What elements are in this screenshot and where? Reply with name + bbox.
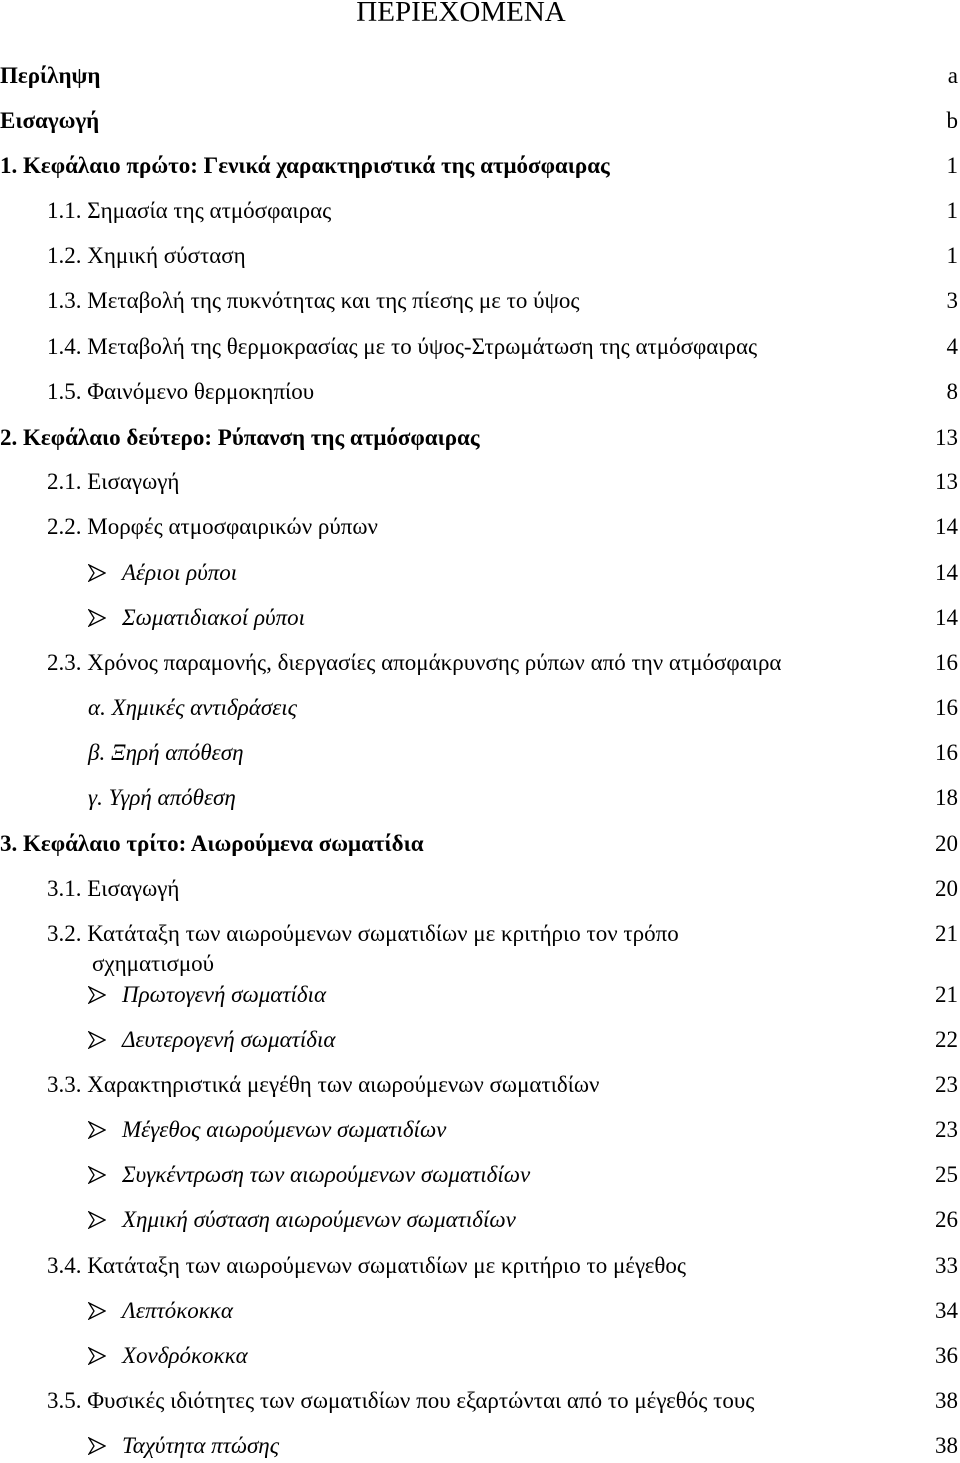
toc-entry-label (88, 738, 243, 768)
toc-entry-label (0, 61, 100, 91)
toc-page-number: a (947, 63, 958, 88)
toc-page-number: 14 (935, 560, 958, 585)
arrow-bullet-icon (88, 564, 106, 582)
toc-entry-label (47, 1070, 599, 1100)
toc-page-number: 25 (935, 1162, 958, 1187)
toc-entry-label (88, 783, 236, 813)
toc-entry-text: 1.4. Μεταβολή της θερμοκρασίας με το ύψος-Στρωμάτωση της ατμόσφαιρας (47, 334, 758, 359)
toc-entry-label (47, 874, 179, 904)
toc-entry-label (0, 151, 610, 181)
toc-entry-label (47, 512, 378, 542)
toc-entry-text: Χονδρόκοκκα (122, 1343, 248, 1368)
toc-entry-label (88, 603, 305, 633)
toc-entry-text: Πρωτογενή σωματίδια (122, 982, 327, 1007)
toc-entry-text: 2.1. Εισαγωγή (47, 469, 180, 494)
toc-entry-label (47, 377, 314, 407)
toc-page-number: 3 (946, 288, 958, 313)
toc-entry-text: Λεπτόκοκκα (122, 1298, 233, 1323)
toc-page-number: 33 (935, 1253, 958, 1278)
toc-page-number: 16 (935, 695, 958, 720)
toc-entry-text: 3.3. Χαρακτηριστικά μεγέθη των αιωρούμενων σωματιδίων (47, 1072, 600, 1097)
arrow-bullet-icon (88, 1437, 106, 1455)
toc-entry-text: β. Ξηρή απόθεση (88, 740, 244, 765)
toc-entry-text: Σωματιδιακοί ρύποι (122, 605, 305, 630)
toc-entry-text: Περίληψη (0, 63, 101, 88)
toc-page-number: 38 (935, 1388, 958, 1413)
toc-entry-text: γ. Υγρή απόθεση (88, 785, 236, 810)
toc-entry-label (88, 1431, 279, 1461)
toc-entry-text: 3.2. Κατάταξη των αιωρούμενων σωματιδίων με κριτήριο τον τρόπο (47, 921, 679, 946)
toc-entry-text: Δευτερογενή σωματίδια (122, 1027, 336, 1052)
toc-entry-text: 2.2. Μορφές ατμοσφαιρικών ρύπων (47, 514, 378, 539)
toc-entry-text: Μέγεθος αιωρούμενων σωματιδίων (122, 1117, 447, 1142)
toc-entry-label (47, 648, 781, 678)
toc-entry-text: 3.1. Εισαγωγή (47, 876, 180, 901)
toc-entry-text: 1. Κεφάλαιο πρώτο: Γενικά χαρακτηριστικά της ατμόσφαιρας (0, 153, 610, 178)
toc-page-number: 14 (935, 605, 958, 630)
toc-page-number: 22 (935, 1027, 958, 1052)
toc-page-number: 34 (935, 1298, 958, 1323)
toc-entry-text: Ταχύτητα πτώσης (122, 1433, 280, 1458)
toc-entry-label (47, 467, 179, 497)
page-title: ΠΕΡΙΕΧΟΜΕΝΑ (356, 0, 566, 28)
toc-entry-label (88, 558, 237, 588)
toc-page-number: 1 (946, 243, 958, 268)
toc-entry-text: Συγκέντρωση των αιωρούμενων σωματιδίων (122, 1162, 531, 1187)
arrow-bullet-icon (88, 1302, 106, 1320)
toc-page-number: 14 (935, 514, 958, 539)
toc-page-number: 20 (935, 831, 958, 856)
toc-entry-label (88, 1341, 248, 1371)
toc-entry-label (0, 829, 424, 859)
toc-entry-text: 3.4. Κατάταξη των αιωρούμενων σωματιδίων με κριτήριο το μέγεθος (47, 1253, 687, 1278)
toc-page-number: 13 (935, 469, 958, 494)
toc-page-number: b (946, 108, 958, 133)
toc-entry-text: 1.3. Μεταβολή της πυκνότητας και της πίεσης με το ύψος (47, 288, 580, 313)
toc-page-number: 26 (935, 1207, 958, 1232)
toc-page-number: 18 (935, 785, 958, 810)
toc-entry-label (47, 196, 331, 226)
toc-page-number: 8 (946, 379, 958, 404)
toc-entry-label (88, 1205, 516, 1235)
toc-entry-label (88, 980, 326, 1010)
toc-entry-label (47, 919, 897, 979)
toc-entry-text: Χημική σύσταση αιωρούμενων σωματιδίων (122, 1207, 516, 1232)
toc-page-number: 1 (946, 198, 958, 223)
toc-entry-text: 2. Κεφάλαιο δεύτερο: Ρύπανση της ατμόσφαιρας (0, 425, 480, 450)
toc-page-number: 16 (935, 740, 958, 765)
toc-entry-label (88, 1296, 233, 1326)
toc-page-number: 1 (946, 153, 958, 178)
toc-page-number: 4 (946, 334, 958, 359)
toc-page-number: 20 (935, 876, 958, 901)
arrow-bullet-icon (88, 1347, 106, 1365)
toc-entry-text: 1.5. Φαινόμενο θερμοκηπίου (47, 379, 315, 404)
arrow-bullet-icon (88, 1031, 106, 1049)
toc-page-number: 16 (935, 650, 958, 675)
toc-page-number: 38 (935, 1433, 958, 1458)
toc-entry-label (88, 1160, 530, 1190)
arrow-bullet-icon (88, 986, 106, 1004)
toc-entry-label (0, 106, 99, 136)
toc-entry-label (47, 1251, 686, 1281)
toc-entry-label (47, 1386, 754, 1416)
arrow-bullet-icon (88, 609, 106, 627)
toc-entry-text: Αέριοι ρύποι (122, 560, 238, 585)
toc-entry-text: 1.1. Σημασία της ατμόσφαιρας (47, 198, 332, 223)
arrow-bullet-icon (88, 1211, 106, 1229)
toc-page-number: 23 (935, 1072, 958, 1097)
toc-entry-label (88, 693, 297, 723)
toc-page-number: 13 (935, 425, 958, 450)
arrow-bullet-icon (88, 1166, 106, 1184)
toc-entry-label (88, 1025, 335, 1055)
toc-entry-label (47, 286, 580, 316)
toc-page-number: 36 (935, 1343, 958, 1368)
toc-entry-label (47, 332, 757, 362)
toc-entry-text-continued: σχηματισμού (92, 951, 215, 976)
toc-entry-text: 3. Κεφάλαιο τρίτο: Αιωρούμενα σωματίδια (0, 831, 424, 856)
toc-entry-text: 2.3. Χρόνος παραμονής, διεργασίες απομάκρυνσης ρύπων από την ατμόσφαιρα (47, 650, 782, 675)
toc-entry-text: Εισαγωγή (0, 108, 100, 133)
arrow-bullet-icon (88, 1121, 106, 1139)
toc-entry-text: 3.5. Φυσικές ιδιότητες των σωματιδίων που εξαρτώνται από το μέγεθός τους (47, 1388, 755, 1413)
toc-entry-label (88, 1115, 446, 1145)
toc-entry[interactable] (0, 919, 960, 979)
toc-page-number: 21 (935, 921, 958, 946)
toc-entry-text: α. Χημικές αντιδράσεις (88, 695, 297, 720)
toc-entry-label (0, 423, 480, 453)
toc-entry-text: 1.2. Χημική σύσταση (47, 243, 246, 268)
toc-page-number: 21 (935, 982, 958, 1007)
toc-page-number: 23 (935, 1117, 958, 1142)
toc-entry-label (47, 241, 246, 271)
